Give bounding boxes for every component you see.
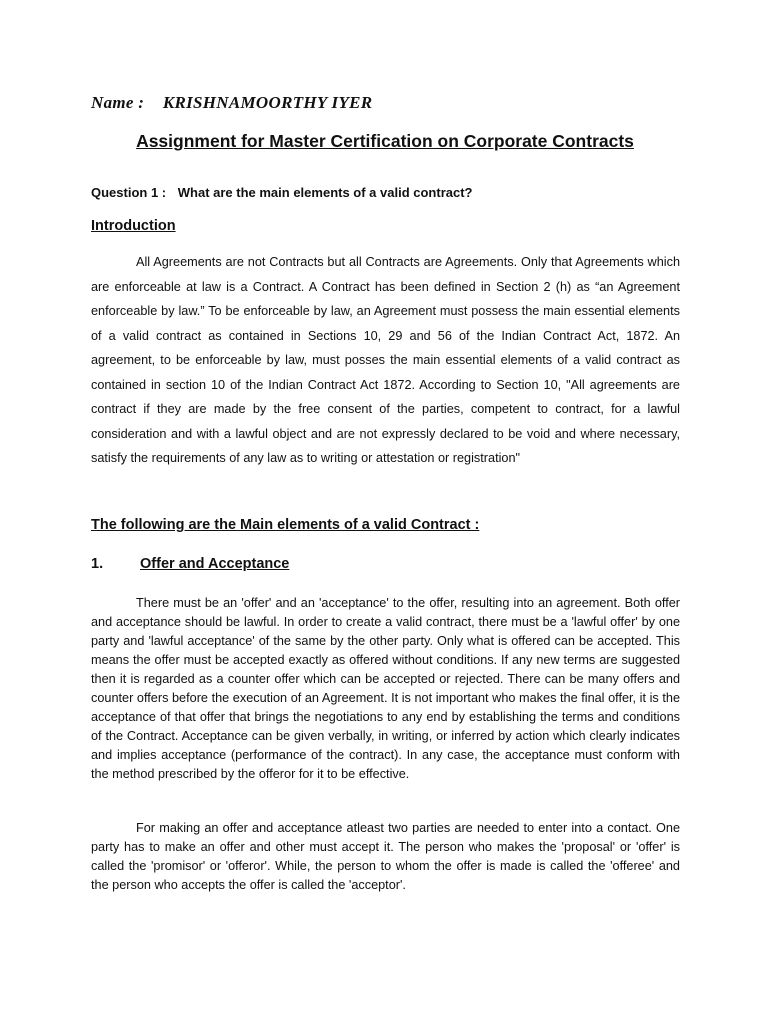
question-label: Question 1 :	[91, 185, 167, 200]
main-elements-heading: The following are the Main elements of a valid Contract :	[91, 517, 480, 533]
element-1-heading	[91, 556, 289, 572]
introduction-heading: Introduction	[91, 218, 176, 234]
element-1-title: Offer and Acceptance	[140, 556, 290, 572]
assignment-title: Assignment for Master Certification on Corporate Contracts	[136, 131, 634, 151]
introduction-paragraph: All Agreements are not Contracts but all Contracts are Agreements. Only that Agreements which are enforceable at law is a Contract. A Contract has been defined in Section 2 (h) as “an Agreement enforceable by law.” To be enforceable by law, an Agreement must possess the main essential elements of a valid contract as contained in Sections 10, 29 and 56 of the Indian Contract Act, 1872. An agreement, to be enforceable by law, must posses the main essential elements of a valid contract as contained in section 10 of the Indian Contract Act 1872. According to Section 10, "All agreements are contract if they are made by the free consent of the parties, competent to contract, for a lawful consideration and with a lawful object and are not expressly declared to be void and where necessary, satisfy the requirements of any law as to writing or attestation or registration"	[91, 255, 680, 465]
offer-acceptance-paragraph-2: For making an offer and acceptance atleast two parties are needed to enter into a contact. One party has to make an offer and other must accept it. The person who makes the 'proposal' or 'offer' is called the 'promisor' or 'offeror'. While, the person to whom the offer is made is called the 'offeree' and the person who accepts the offer is called the 'acceptor'.	[91, 821, 680, 892]
element-1-number: 1.	[91, 556, 104, 572]
question-text: What are the main elements of a valid contract?	[177, 185, 473, 200]
name-label: Name :	[91, 93, 145, 112]
student-name-line	[91, 93, 372, 113]
question-line	[91, 185, 473, 200]
offer-acceptance-paragraph-1: There must be an 'offer' and an 'acceptance' to the offer, resulting into an agreement. Both offer and acceptance should be lawful. In order to create a valid contract, there must be a 'lawful offer' by one party and 'lawful acceptance' of the same by the other party. Only what is offered can be accepted. This means the offer must be accepted exactly as offered without conditions. If any new terms are suggested then it is regarded as a counter offer which can be accepted or rejected. There can be many offers and counter offers before the execution of an Agreement. It is not important who makes the final offer, it is the acceptance of that offer that brings the negotiations to any end by establishing the terms and conditions of the Contract. Acceptance can be given verbally, in writing, or inferred by action which clearly indicates and implies acceptance (performance of the contract). In any case, the acceptance must conform with the method prescribed by the offeror for it to be effective.	[91, 596, 680, 781]
name-value: KRISHNAMOORTHY IYER	[162, 93, 373, 112]
